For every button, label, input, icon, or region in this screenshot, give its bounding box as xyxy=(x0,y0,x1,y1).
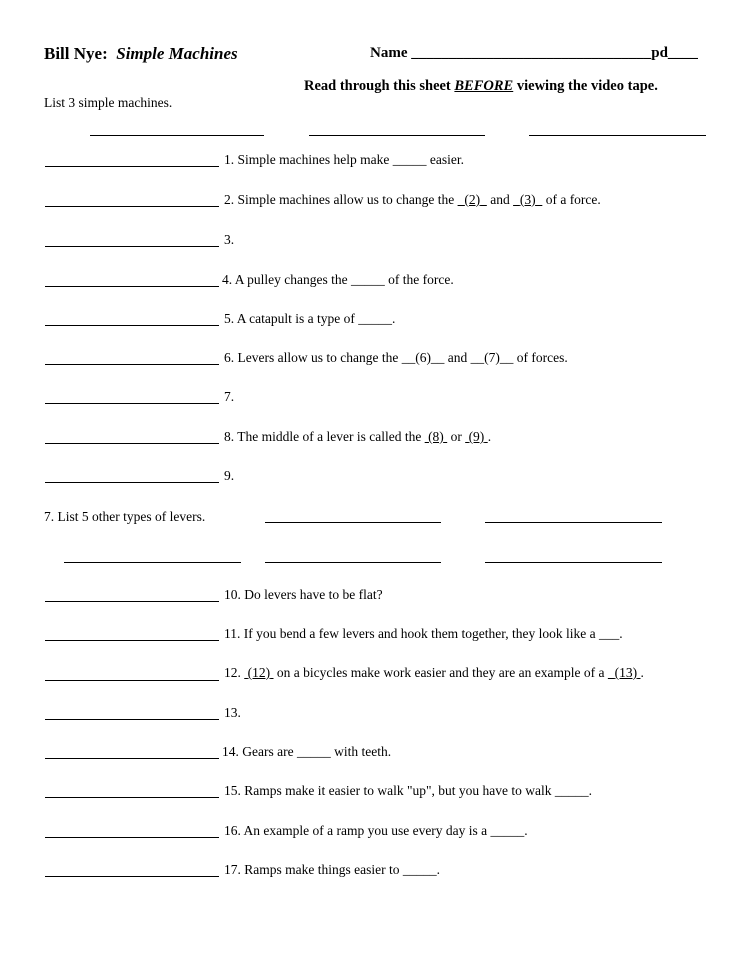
q8-blank-8: (8) xyxy=(428,429,444,444)
question-13: 13. xyxy=(224,705,241,720)
q2-text: 2. Simple machines allow us to change the xyxy=(224,192,455,207)
q12-end: . xyxy=(640,665,644,680)
answer-blank-10[interactable] xyxy=(45,601,219,602)
question-3: 3. xyxy=(224,232,235,247)
question-14: 14. Gears are _____ with teeth. xyxy=(222,744,392,759)
answer-blank-9[interactable] xyxy=(45,482,219,483)
question-1: 1. Simple machines help make _____ easier. xyxy=(224,152,464,167)
lever-blank-5[interactable] xyxy=(485,562,662,563)
lever-blank-4[interactable] xyxy=(265,562,441,563)
levers-prompt: 7. List 5 other types of levers. xyxy=(44,509,206,524)
q2-blank-3: (3) xyxy=(519,192,536,207)
answer-blank-3[interactable] xyxy=(45,246,219,247)
machine-blank-1[interactable] xyxy=(90,135,264,136)
question-12 xyxy=(224,665,644,681)
question-5: 5. A catapult is a type of _____. xyxy=(224,311,396,326)
answer-blank-12[interactable] xyxy=(45,680,219,681)
answer-blank-15[interactable] xyxy=(45,797,219,798)
q12-text: on a bicycles make work easier and they are an example of a xyxy=(276,665,605,680)
title-topic: Simple Machines xyxy=(116,44,238,63)
answer-blank-16[interactable] xyxy=(45,837,219,838)
answer-blank-8[interactable] xyxy=(45,443,219,444)
q12-blank-12: (12) xyxy=(247,665,271,680)
title-prefix: Bill Nye: xyxy=(44,44,108,63)
answer-blank-14[interactable] xyxy=(45,758,219,759)
q8-blank-9: (9) xyxy=(468,429,485,444)
answer-blank-6[interactable] xyxy=(45,364,219,365)
answer-blank-2[interactable] xyxy=(45,206,219,207)
name-field[interactable]: Name ________________________________pd____ xyxy=(370,45,698,61)
lever-blank-3[interactable] xyxy=(64,562,241,563)
answer-blank-4[interactable] xyxy=(45,286,219,287)
lever-blank-1[interactable] xyxy=(265,522,441,523)
answer-blank-1[interactable] xyxy=(45,166,219,167)
notice-prefix: Read through this sheet xyxy=(304,78,451,94)
question-2 xyxy=(224,192,601,208)
machine-blank-3[interactable] xyxy=(529,135,706,136)
question-7: 7. xyxy=(224,389,235,404)
answer-blank-11[interactable] xyxy=(45,640,219,641)
answer-blank-5[interactable] xyxy=(45,325,219,326)
answer-blank-7[interactable] xyxy=(45,403,219,404)
q8-text: 8. The middle of a lever is called the xyxy=(224,429,422,444)
question-17: 17. Ramps make things easier to _____. xyxy=(224,862,440,877)
q2-and: and xyxy=(490,192,510,207)
q8-end: . xyxy=(487,429,492,444)
question-8 xyxy=(224,429,491,445)
q12-number: 12. xyxy=(224,665,241,680)
q12-blank-13: (13) xyxy=(614,665,638,680)
answer-blank-13[interactable] xyxy=(45,719,219,720)
notice-suffix: viewing the video tape. xyxy=(516,78,658,94)
lever-blank-2[interactable] xyxy=(485,522,662,523)
question-10: 10. Do levers have to be flat? xyxy=(224,587,383,602)
worksheet-title xyxy=(44,44,238,64)
question-6: 6. Levers allow us to change the __(6)__ and __(7)__ of forces. xyxy=(224,350,568,365)
notice-emphasis: BEFORE xyxy=(454,78,514,94)
list-machines-prompt: List 3 simple machines. xyxy=(44,95,173,110)
question-16: 16. An example of a ramp you use every day is a _____. xyxy=(224,823,528,838)
q2-blank-2: (2) xyxy=(464,192,481,207)
question-4: 4. A pulley changes the _____ of the force. xyxy=(222,272,454,287)
q2-end: of a force. xyxy=(545,192,601,207)
q8-or: or xyxy=(450,429,462,444)
machine-blank-2[interactable] xyxy=(309,135,485,136)
question-15: 15. Ramps make it easier to walk "up", but you have to walk _____. xyxy=(224,783,592,798)
question-9: 9. xyxy=(224,468,235,483)
instructions-notice xyxy=(304,78,658,95)
answer-blank-17[interactable] xyxy=(45,876,219,877)
question-11: 11. If you bend a few levers and hook them together, they look like a ___. xyxy=(224,626,623,641)
